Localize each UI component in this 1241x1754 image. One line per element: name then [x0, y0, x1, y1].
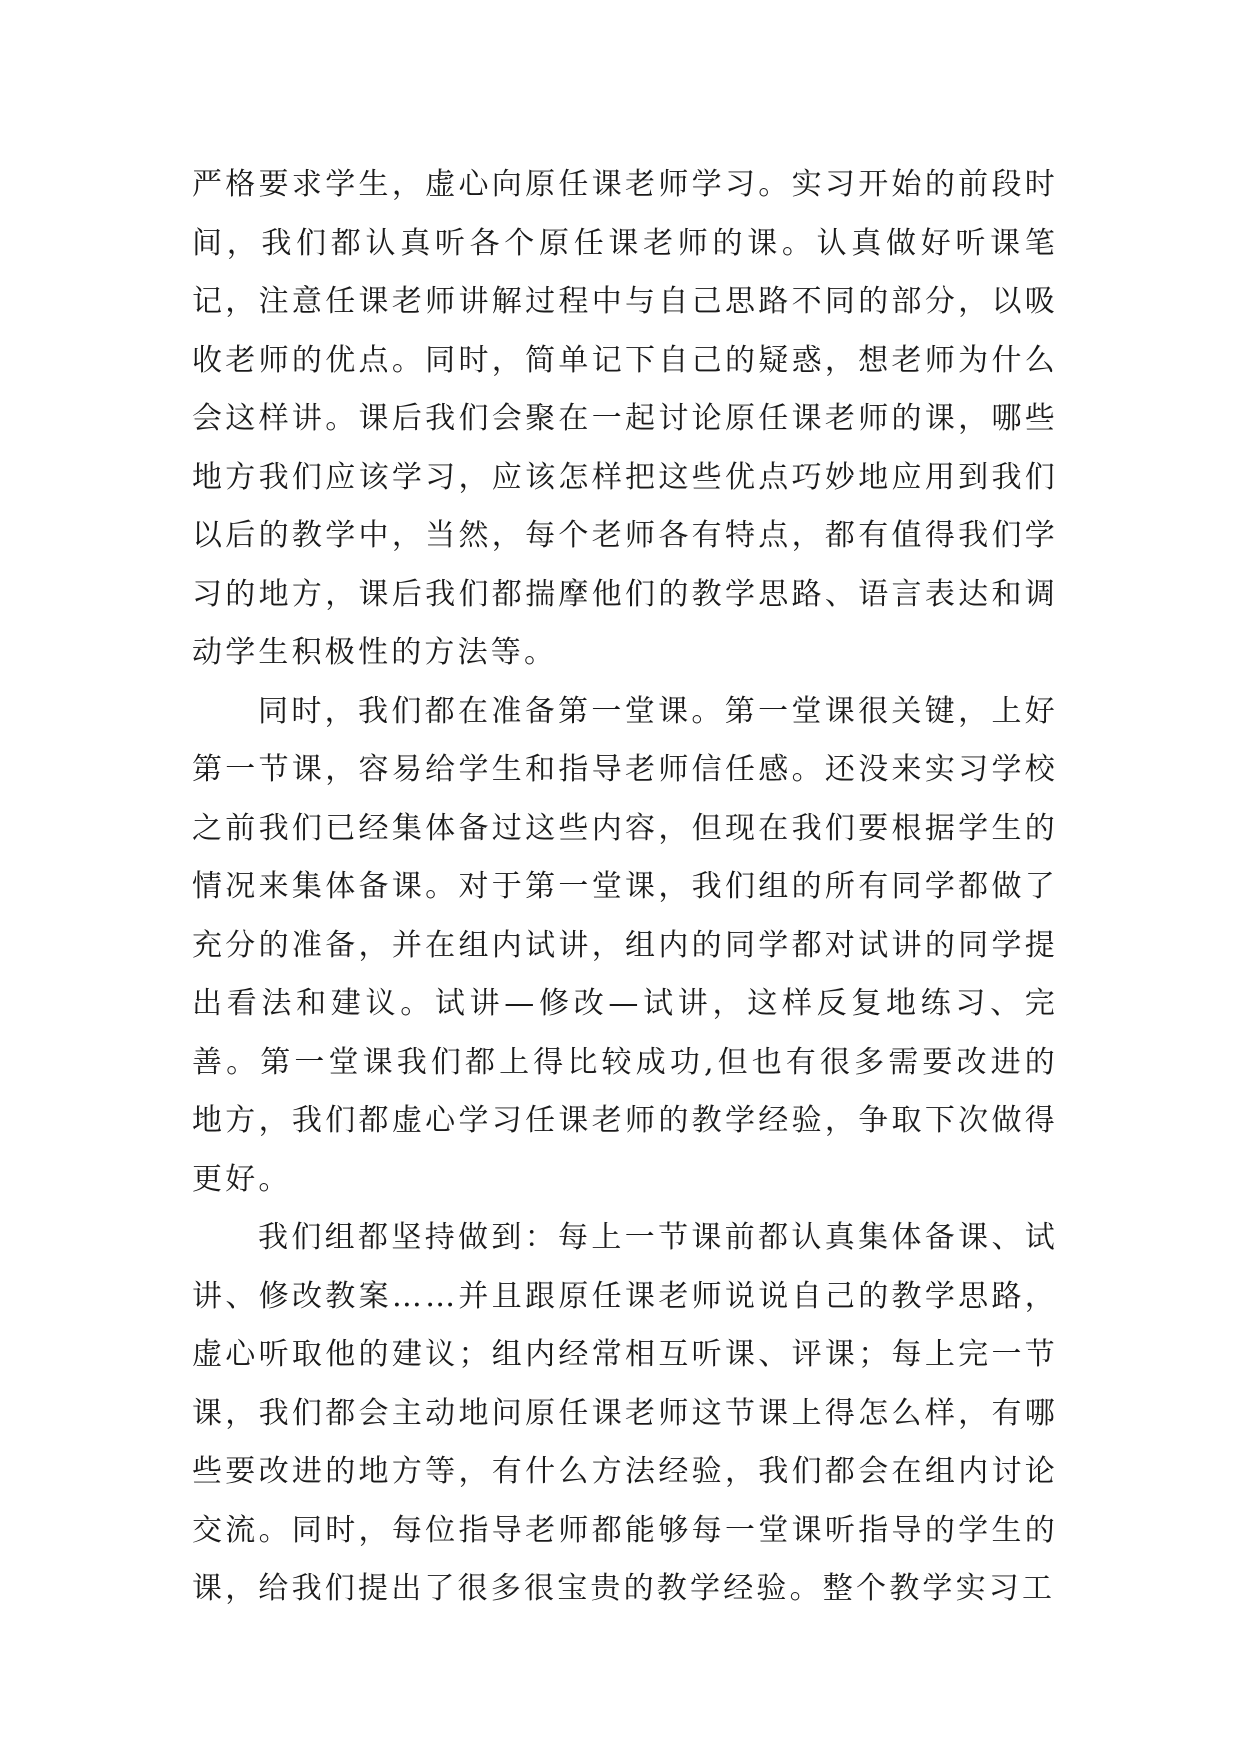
paragraph-1: 严格要求学生，虚心向原任课老师学习。实习开始的前段时间，我们都认真听各个原任课老师的课。认真做好听课笔记，注意任课老师讲解过程中与自己思路不同的部分，以吸收老师的优点。同时，简单记下自己的疑惑，想老师为什么会这样讲。课后我们会聚在一起讨论原任课老师的课，哪些地方我们应该学习，应该怎样把这些优点巧妙地应用到我们以后的教学中，当然，每个老师各有特点，都有值得我们学习的地方，课后我们都揣摩他们的教学思路、语言表达和调动学生积极性的方法等。: [192, 167, 1058, 670]
paragraph-3: 我们组都坚持做到：每上一节课前都认真集体备课、试讲、修改教案……并且跟原任课老师说说自己的教学思路，虚心听取他的建议；组内经常相互听课、评课；每上完一节课，我们都会主动地问原任课老师这节课上得怎么样，有哪些要改进的地方等，有什么方法经验，我们都会在组内讨论交流。同时，每位指导老师都能够每一堂课听指导的学生的课，给我们提出了很多很宝贵的教学经验。整个教学实习工: [192, 1220, 1058, 1606]
document-page: [192, 156, 1058, 1619]
paragraph-2: 同时，我们都在准备第一堂课。第一堂课很关键，上好第一节课，容易给学生和指导老师信任感。还没来实习学校之前我们已经集体备过这些内容，但现在我们要根据学生的情况来集体备课。对于第一堂课，我们组的所有同学都做了充分的准备，并在组内试讲，组内的同学都对试讲的同学提出看法和建议。试讲—修改—试讲，这样反复地练习、完善。第一堂课我们都上得比较成功,但也有很多需要改进的地方，我们都虚心学习任课老师的教学经验，争取下次做得更好。: [192, 693, 1058, 1197]
